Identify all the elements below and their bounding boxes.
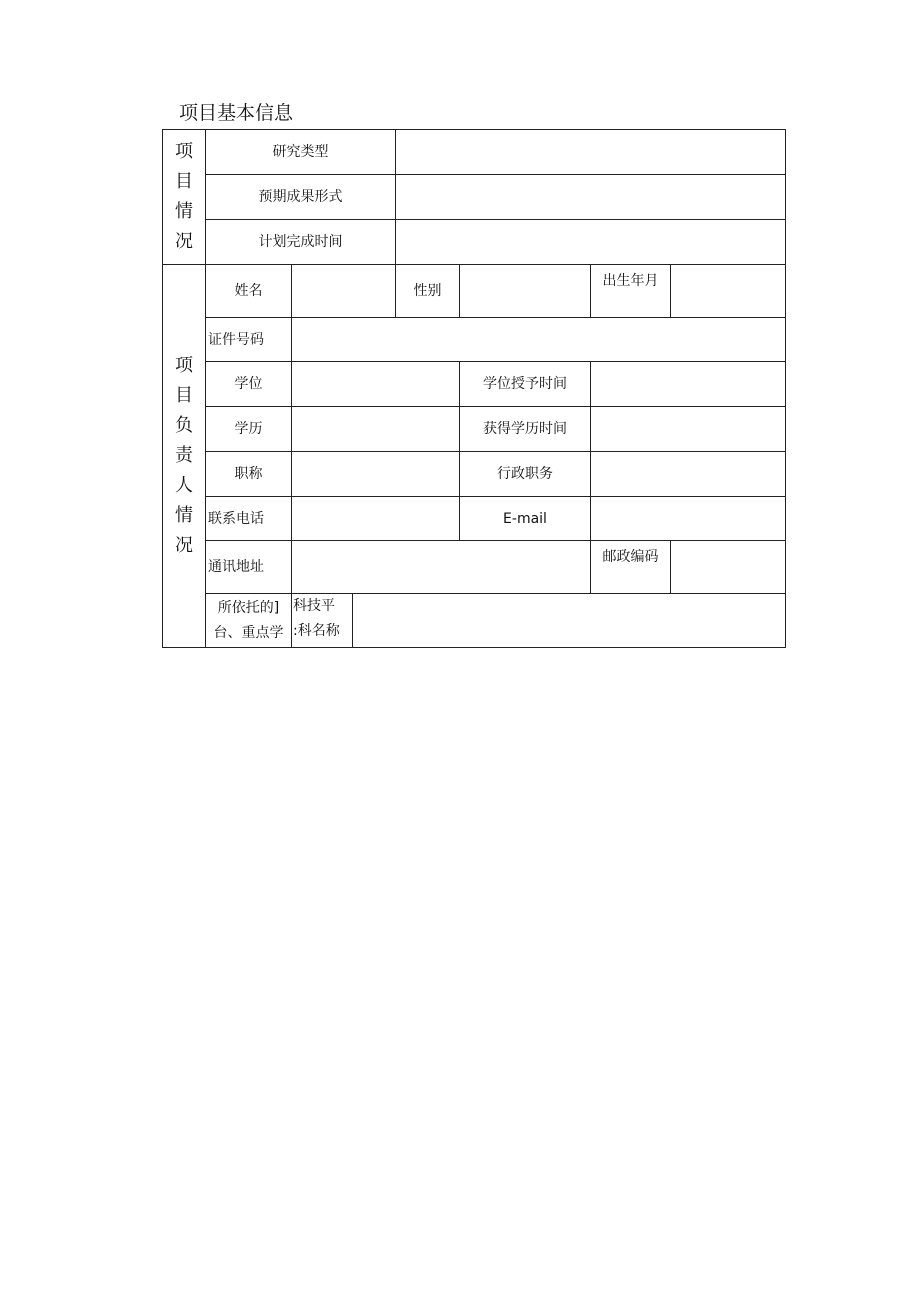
- research-type-label: 研究类型: [205, 129, 396, 175]
- birth-field[interactable]: [670, 264, 786, 318]
- address-field[interactable]: [291, 540, 591, 594]
- phone-field[interactable]: [291, 496, 460, 541]
- name-field[interactable]: [291, 264, 396, 318]
- leader-section-char: 情: [175, 505, 193, 526]
- leader-section-char: 负: [175, 415, 193, 436]
- name-label: 姓名: [205, 264, 292, 318]
- project-section-char: 况: [175, 231, 193, 252]
- platform-label-line: 所依托的]: [217, 599, 280, 616]
- form-title: 项目基本信息: [179, 102, 294, 124]
- platform-sublabel-line: :科名称: [293, 623, 340, 639]
- professional-title-label: 职称: [205, 451, 292, 497]
- education-time-field[interactable]: [590, 406, 786, 452]
- birth-label: 出生年月: [590, 264, 671, 318]
- email-label: E-mail: [459, 496, 591, 541]
- project-info-form: [162, 129, 786, 648]
- leader-section-label: [162, 264, 206, 648]
- admin-post-field[interactable]: [590, 451, 786, 497]
- postcode-field[interactable]: [670, 540, 786, 594]
- admin-post-label: 行政职务: [459, 451, 591, 497]
- email-field[interactable]: [590, 496, 786, 541]
- project-section-char: 项: [175, 141, 193, 162]
- phone-label: 联系电话: [205, 496, 292, 541]
- postcode-label: 邮政编码: [590, 540, 671, 594]
- degree-time-field[interactable]: [590, 361, 786, 407]
- degree-label: 学位: [205, 361, 292, 407]
- degree-field[interactable]: [291, 361, 460, 407]
- professional-title-field[interactable]: [291, 451, 460, 497]
- project-section-char: 情: [175, 201, 193, 222]
- gender-field[interactable]: [459, 264, 591, 318]
- platform-label-line: 台、重点学: [213, 624, 284, 641]
- degree-time-label: 学位授予时间: [459, 361, 591, 407]
- project-section-char: 目: [175, 171, 193, 192]
- research-type-field[interactable]: [395, 129, 786, 175]
- education-label: 学历: [205, 406, 292, 452]
- leader-section-char: 责: [175, 445, 193, 466]
- platform-sublabel-line: 科技平: [293, 598, 335, 614]
- platform-label: [205, 593, 292, 648]
- leader-section-char: 项: [175, 355, 193, 376]
- gender-label: 性别: [395, 264, 460, 318]
- expected-outcome-field[interactable]: [395, 174, 786, 220]
- project-section-label: [162, 129, 206, 265]
- platform-sublabel: [291, 593, 353, 648]
- address-label: 通讯地址: [205, 540, 292, 594]
- education-time-label: 获得学历时间: [459, 406, 591, 452]
- planned-completion-label: 计划完成时间: [205, 219, 396, 265]
- planned-completion-field[interactable]: [395, 219, 786, 265]
- platform-field[interactable]: [352, 593, 786, 648]
- leader-section-char: 目: [175, 385, 193, 406]
- id-number-label: 证件号码: [205, 317, 292, 362]
- id-number-field[interactable]: [291, 317, 786, 362]
- leader-section-char: 人: [175, 475, 193, 496]
- leader-section-char: 况: [175, 535, 193, 556]
- education-field[interactable]: [291, 406, 460, 452]
- expected-outcome-label: 预期成果形式: [205, 174, 396, 220]
